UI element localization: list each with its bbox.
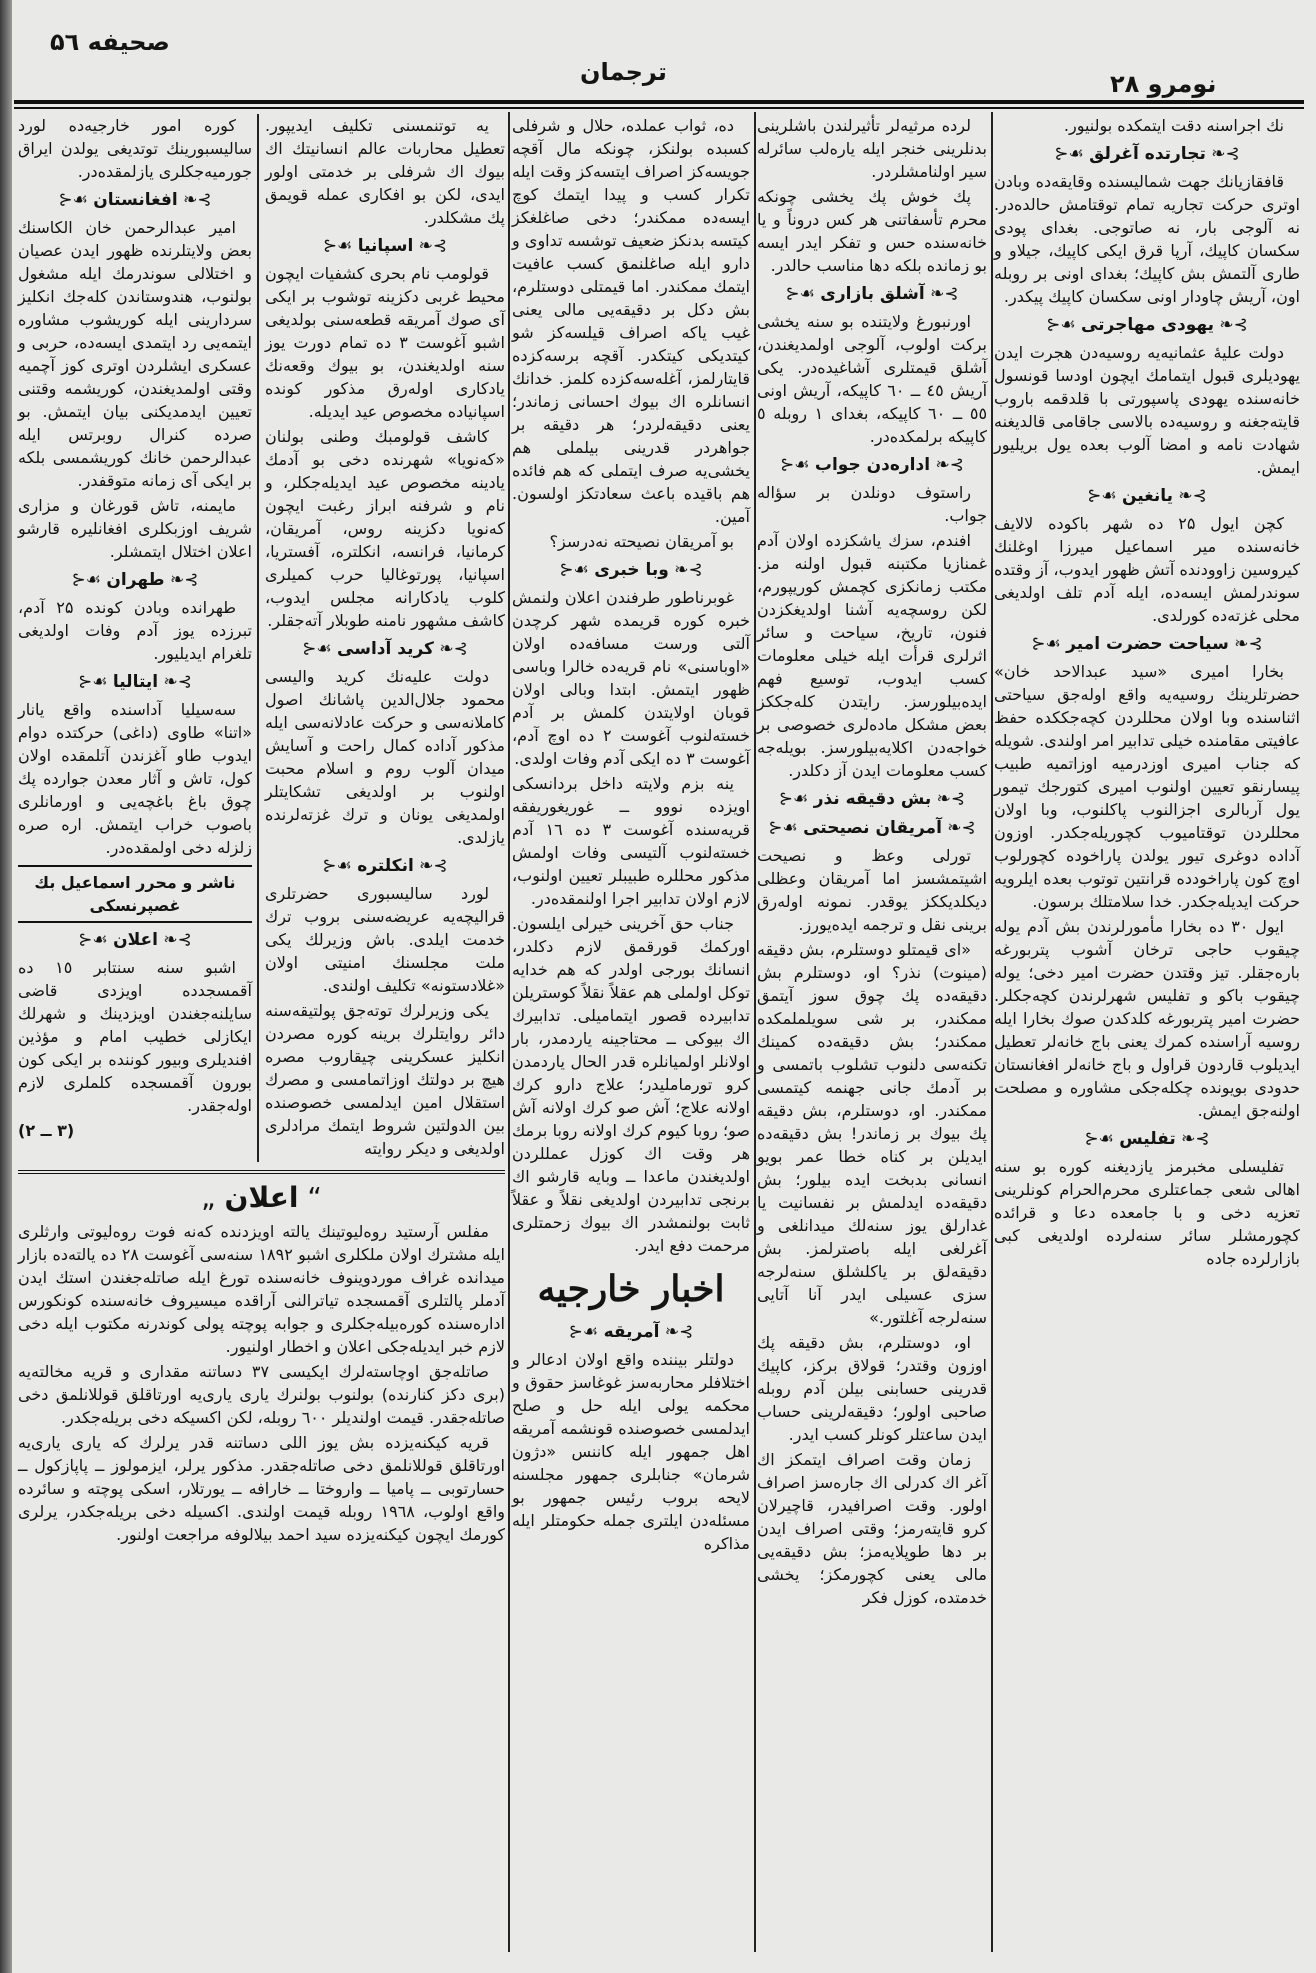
article-paragraph: کوره امور خارجیه‌ده لورد سالیسبورینك توتدیغی یولدن ایراق جورمیه‌جکلری یازلمقده‌در. [18, 116, 252, 181]
column-2 [757, 114, 987, 1611]
section-heading: ⊱❧ تجارتده آغرلق ☙⊰ [994, 143, 1300, 166]
advertisement [18, 1180, 505, 1546]
section-heading: ⊱❧ یهودی مهاجرتی ☙⊰ [994, 314, 1300, 337]
article-paragraph: بخارا امیری «سید عبدالاحد خان» حضرتلرینك روسیه‌یه واقع اوله‌جق سیاحتی اثناسنده وبا اولان محللردن کچه‌جککده حفظ عافیتی مقامنده خیلی تدابیر امر اولندی. شویله که جناب امیری اوزدرمیه اوزاتمیه طبیب پیسارنقو تعیین اولنوب امیری کتورجك تیمور یول آربالری اجزالنوب پاکلنوب، وبا اولان محللردن توقتامیوب کچوریله‌جکدر. اوزون آداده دوغری تیور یولدن پاراخوده کچورلوب اوچ کون پاراخودده قرانتین توتوب بعده ایلرویه حرکت ایدیله‌جکدر. خدا سلامتلك برسون. [994, 662, 1300, 911]
article-paragraph: راستوف دونلدن بر سؤاله جواب. [757, 483, 987, 525]
section-heading: ⊱❧ وبا خبری ☙⊰ [512, 559, 750, 582]
header-rule [14, 100, 1304, 104]
article-paragraph: یه توتنمسنی تکلیف ایدیپور. تعطیل محاربات عالم انسانیتك اك بیوك اك شرفلی بر خدمتی اولور ایدی، لکن بو افکاری عمله قویمق پك مشکلدر. [265, 116, 505, 227]
article-paragraph: دولتلر بیننده واقع اولان ادعالر و اختلافلر محاربه‌سز غوغاسز حقوق و محکمه یولی ایله حل و صلح ایدلمسی خصوصنده قونشمه آمریقه اهل جمهور ایله کاننس «دژون شرمان» جنابلری جمهور مجلسنه لایحه بروب رئیس جمهور بو مسئله‌دن ایلتری جمله حکومتلر ایله مذاکره [512, 1350, 750, 1553]
article-paragraph: افندم، سزك یاشکزده اولان آدم غمنازیا مکتبنه قبول اولنه مز. مکتب زمانکزی کچمش کوریپورم، لکن روسچه‌یه آشنا اولدیغکزدن فنون، تاریخ، سیاحت و سائر اثرلری قرأت ایله خیلی معلومات کسب ایدوب، توسیع فهم ایده‌بیلورسز. رایتدن کله‌جککز بعض مشکل ماده‌لری خصوصی بر خواجه‌دن اکلایه‌بیلورسز. بویله‌جه کسب معلومات ایدن آز دکلدر. [757, 531, 987, 780]
section-title: اخبار خارجیه [537, 1268, 725, 1310]
article-paragraph: کاشف قولومبك وطنی بولنان «کەنویا» شهرنده دخی بو آدمك یادینه مخصوص عید ایدیله‌جکلر، و نام و شرفنه ابراز رغبت ایچون کەنویا دکزینه روس، آمریقان، کرمانیا، فرانسه، انکلتره، آفستریا، اسپانیا، پورتوغالیا حرب کمیلری کلوب یادکارانه مجلس ایدوب، کاشف مشهور نامنه طوبلار آته‌جقلر. [265, 427, 505, 630]
section-heading: ⊱❧ اعلان ☙⊰ [18, 929, 252, 952]
article-paragraph: مایمنه، تاش قورغان و مزاری شریف اوزبکلری افغانلیره قارشو اعلان اختلال ایتمشلر. [18, 496, 252, 561]
left-columns [18, 114, 505, 1162]
article-paragraph: اورنبورغ ولایتنده بو سنه یخشی برکت اولوب، آلوجی اولمدیغندن، آشلق قیمتلری آشاغیده‌در. یکی آریش ٤٥ ــ ٦٠ کاپیکه، آریش اونی ٥٥ ــ ٦٠ کاپیکه، بغدای ۱ روبله ٥ کاپیکه برلمکده‌در. [757, 312, 988, 446]
article-paragraph: قافقازیانك جهت شمالیسنده وقایقه‌ده وبادن اوتری حرکت تجاریه تمام توقتامش حالده‌در. نه آلوجی بار، نه صاتوجی. بغدای پودی سکسان کاپیك، آرپا قرق ایکی کاپیك، جیلاو و طاری آلتمش بش کاپیك؛ بغدای اونی بر روبله اون، آریش چاودار اونی سکسان کاپیك پیکدر. [994, 172, 1300, 306]
section-heading: ⊱❧ طهران ☙⊰ [18, 569, 252, 592]
article-paragraph: زمان وقت اصراف ایتمکز اك آغر اك کدرلی اك جاره‌سز اصراف اولور. وقت اصرافیدر، قاچیرلان کرو قایتەرمز؛ وقتی اصراف ایدن بر دها طوپلایه‌مز؛ بش دقیقه‌یی مالی یعنی کچورمکز؛ یخشی خدمتده، کوزل فکر [757, 1450, 987, 1607]
article-paragraph: طهرانده وبادن کونده ۲۵ آدم، تبرزده یوز آدم وفات اولدیغی تلغرام ایدیلیور. [18, 598, 252, 663]
section-heading: ⊱❧ بش دقیقه نذر ☙⊰ [757, 788, 987, 811]
article-paragraph: (۳ ــ ۲) [18, 1121, 75, 1140]
section-heading: “ اعلان „ [18, 1180, 505, 1216]
column-1 [994, 114, 1300, 1272]
article-paragraph: مفلس آرستید روه‌لیوتینك یالته اویزدنده کەنه فوت روه‌لیوتی وارثلری ایله مشترك اولان ملکلری اشبو ۱۸۹۲ سنه‌سی آغوست ۲۸ ده یالته‌ده بازار میدانده غراف موردوینوف خانه‌سنده تورغ ایله صاتله‌جغندن استك ایدن آدملر پالتلری آقمسجده تیاترالنی آراقده میسیروف خانه‌سنده کونکورس اداره‌سنده کوره‌بیله‌جکلری و جوابه پوچته پولی کوندرنه مکتوب ایله دخی لازم خبر ایدیله‌جکی اعلان و اخطار اولنیور. [18, 1222, 506, 1356]
section-heading: ⊱❧ اسپانیا ☙⊰ [265, 235, 505, 258]
article-paragraph: صاتله‌جق اوچاسته‌لرك ایکیسی ۳۷ دساتنه مقداری و قریه مخالته‌یه (بری دکز کنارنده) بولنوب بولنرك یاری یاری‌یه اورتاقلق قوللانلمق دخی صاتله‌جقدر. قیمت اولندیلر ٦۰۰ روبله، لکن اکسیکه دخی بریله‌جکدر. [18, 1362, 505, 1427]
article-paragraph: ده، ثواب عملده، حلال و شرفلی کسبده بولنکز، چونکه مال آقچه جویسه‌کز اصراف ایتسه‌کز وقت ایله تکرار کسب و پیدا ایتمك کوچ ایسه‌ده ممکندر؛ دخی صاغلغکز کیتسه بدنکز ضعیف توشسه تداوی و دارو ایله صاغلنمق کسب عافیت ایتمك ممکندر. اما قیمتلی دوستلرم، بش دکل بر دقیقه‌یی مالی یعنی غیب یاکه اصراف قیلسه‌کز شو کیتدیکی کیتکدر. آقچه برسه‌کزده قایتارلمز، آغله‌سه‌کزده کلمز. خدانك انسانلره اك بیوك احسانی زماندر؛ یعنی دقیقه‌لردر؛ هر دقیقه بر جواهردر قدرینی بیلملی هم یخشی‌یه صرف ایتملی که هم فائده هم باقیده باعث سعادتکز اولسون. آمین. [512, 116, 750, 526]
article-paragraph: بو آمریقان نصیحته نه‌درسز؟ [549, 532, 734, 551]
article-paragraph: جناب حق آخرینی خیرلی ایلسون. اورکمك قورقمق لازم دکلدر، انسانك بورجی اولدر که هم خدایه توکل اولملی هم عقلاً نقلاً کوستریلن تدابیرده قصور ایتمامیلی. تدابیرك اك بیوکی ــ محتاجینه یاردمدر، بار اولانلر اولمیانلره قدر الحال یاردمدن کرو تورماملیدر؛ علاج دارو کرك اولانه علاج؛ آش صو کرك اولانه آش صو؛ روبا کیوم کرك اولانه روبا برمك هر وقت اك کوزل عمللردن اولدیغندن ماعدا ــ وبایه قارشو اك برنجی تدابیردن اولدیغی نقلاً و عقلاً ثابت بولنمشدر اك بیوك زحمتلری مرحمت دفع ایدر. [512, 914, 750, 1255]
column-divider [508, 112, 510, 1952]
column-divider [991, 112, 993, 1952]
article-paragraph: ایول ۳۰ ده بخارا مأمورلرندن بش آدم یوله چیقوب حاجی ترخان آشوب پتربورغه باره‌جقلر. تیز وقتدن حضرت امیر دخی؛ یوله چیقوب باکو و تفلیس شهرلرندن کچه‌جکلر. حضرت امیر پتربورغه کلدکدن صوك بخارا ایله روسیه آراسنده کمرك یعنی باج خانه‌لر تعطیل ایدیلوب قاردون قراول و باج خانه‌لر افغانستان حدودی بویونده چکله‌جکی مشاوره و مصلحت اولنه‌جق ایمش. [994, 917, 1300, 1120]
article-paragraph: دولت علیه‌نك کرید والیسی محمود جلال‌الدین پاشانك اصول کاملانه‌سی و حرکت عادلانه‌سی ایله مذکور آداده کمال راحت و آسایش میدان آلوب روم و اسلام محبت اولنوب بر اولدیغی تشکایتلر اولمدیغی یونان و ترك غزته‌لرنده یازلدی. [265, 667, 505, 847]
article-paragraph: سه‌سیلیا آداسنده واقع یانار «اتنا» طاوی (داغی) حرکتده دوام ایدوب طاو آغزندن آتلمقده اولان کول، تاش و آثار معدن جوارده پك چوق باغ باغچه‌یی و اورمانلری باصوب خراب ایتمش. اره صره زلزله دخی اولمقده‌در. [18, 700, 252, 857]
section-heading: ⊱❧ افغانستان ☙⊰ [18, 189, 252, 212]
section-heading: ⊱❧ یانغین ☙⊰ [994, 485, 1300, 508]
section-heading: ⊱❧ کرید آداسی ☙⊰ [265, 638, 505, 661]
newspaper-title: ترجمان [580, 58, 667, 86]
article-paragraph: کچن ایول ۲۵ ده شهر باکوده لالایف خانه‌سنده میر اسماعیل میرزا اوغلنك کیروسین زاوودنده آتش ظهور ایدوب، آز وقتده سوندرلمش ایسه‌ده، ایله آدم تلف اولدیغی محلی غزته‌ده کورلدی. [994, 514, 1300, 625]
article-paragraph: دولت علیهٔ عثمانیه‌یه روسیه‌دن هجرت ایدن یهودیلری قبول ایتمامك ایچون اودسا قونسول خانه‌سنده یهودی پاسپورتی با قلدقمه باروب قایته‌جغنه و روسیه‌ده بالاسی جاقامی قالدیغنه شهادت نامه و امضا آلوب بعده یول بریلیور ایمش. [994, 343, 1300, 477]
article-paragraph: غوبرناطور طرفندن اعلان ولنمش خبره کوره قریمده شهر کرچدن آلتی ورست مسافه‌ده اولان «اوباسنی» نام قریه‌ده خالرا وباسی ظهور ایتمش. ابتدا وبالی اولان قوبان اولایتدن کلمش بر آدم خسته‌لنوب آغوست ۲ ده اوچ آدم، آغوست ۳ ده ایکی آدم وفات اولدی. [512, 588, 751, 768]
section-heading: ⊱❧ تفلیس ☙⊰ [994, 1128, 1300, 1151]
page-number-label: صحیفه ۵٦ [50, 28, 170, 56]
article-paragraph: یکی وزیرلرك توته‌جق پولتیقه‌سنه دائر روایتلرك برینه کوره مصردن انکلیز عسکرینی چیقاروب مصره هیچ بر دولتك اوزاتمامسی و مصرك استقلال امین ایدلمسی خصوصنده بین الدولتین شروط ایتمك مرادلری اولدیغی و دیکر روایته [265, 1001, 505, 1158]
article-paragraph: لورد سالیسبوری حضرتلری قرالیچه‌یه عریضه‌سنی بروب ترك خدمت ایلدی. باش وزیرلك یکی ملت مجلسنك امنیتی اولان «غلادستونه» تکلیف اولندی. [265, 884, 505, 995]
column-divider [754, 112, 756, 1952]
publisher-line: ناشر و محرر اسماعیل بك غصپرنسکی [18, 865, 252, 923]
scan-edge [0, 0, 12, 1973]
advert-rule [18, 1170, 505, 1174]
article-paragraph: قریه کیکنه‌یزده بش یوز اللی دساتنه قدر یرلرك که یاری یاری‌یه اورتاقلق قوللانلمق دخی صاتله‌جقدر. مذکور یرلر، ایزمولوز ــ پاپازکول ــ حسارتوبی ــ پامیا ــ واروختا ــ خارافه ــ یورتلار، اسکی پوچته و سائرده واقع اولوب، ۱۹٦۸ روبله قیمت اولندی. اکسیله دخی بریله‌جکدر، یرلری کورمك ایچون کیکنه‌یزده سید احمد بیلالوفه مراجعت اولنور. [18, 1433, 505, 1544]
header-rule-thin [14, 107, 1304, 109]
column-3 [512, 114, 750, 1557]
section-heading: ⊱❧ انکلتره ☙⊰ [265, 855, 505, 878]
left-block [18, 114, 505, 1548]
section-heading: ⊱❧ آمریقه ☙⊰ [512, 1321, 750, 1344]
section-heading: ⊱❧ ایتالیا ☙⊰ [18, 671, 252, 694]
article-paragraph: تورلی وعظ و نصیحت اشیتمشسز اما آمریقان وعظلی دیکلدیککز یوقدر. نمونه اوله‌رق برینی نقل و ترجمه ایده‌یورز. [757, 846, 987, 934]
article-paragraph: او، دوستلرم، بش دقیقه پك اوزون وقتدر؛ قولاق برکز، کاپیك قدرینی حسابنی بیلن آدم روبله صاحبی اولور؛ دقیقه‌لرینی حساب ایدن ساعتلر کونلر کسب ایدر. [757, 1333, 987, 1444]
section-heading: ⊱❧ سیاحت حضرت امیر ☙⊰ [994, 633, 1300, 656]
article-paragraph: لرده مرثیه‌لر تأثیرلندن باشلرینی بدنلرینی خنجر ایله یاره‌لب سائرله سیر اولنامشلردر. [757, 116, 987, 181]
issue-number: نومرو ۲۸ [1110, 70, 1217, 98]
article-paragraph: ینه بزم ولایته داخل بردانسکی اویزده نووو ــ غوریغوریفقه قریه‌سنده آغوست ۳ ده ۱٦ آدم خسته‌لنوب آلتیسی وفات اولمش مذکور محللره طبیبلر تعیین اولنوب، لازم اولان تدابیر اجرا اولنمقده‌در. [512, 774, 750, 908]
section-heading: ⊱❧ آشلق بازاری ☙⊰ [757, 283, 987, 306]
article-paragraph: قولومب نام بحری کشفیات ایچون محیط غربی دکزینه توشوب بر ایکی آی صوك آمریقه قطعه‌سنی بولدیغی اشبو آغوست ۳ ده تمام دورت یوز سنه اولدیغندن، بو بیوك وقعه‌نك یادکاری اوله‌رق مذکور کونده اسپانیاده مخصوص عید ایدیله. [265, 264, 505, 421]
column-5 [18, 114, 252, 1162]
article-paragraph: تفلیسلی مخبرمز یازدیغنه کوره بو سنه اهالی شعی جماعتلری محرم‌الحرام کونلرینی تعزیه دخی و با جامعده دعا و قرائده کچورمشلر سائر سنه‌لرده اولدیغی کبی بازارلرده جاده [994, 1157, 1300, 1268]
article-paragraph: امیر عبدالرحمن خان الکاسنك بعض ولایتلرنده ظهور ایدن عصیان و اختلالی سوندرمك ایله مشغول بولنوب، هندوستاندن کله‌جك انکلیز سردارینی ایله کوریشوب مشاوره ایتمه‌یی رد ایتمدی ایسه‌ده، حربی و عسکری ایشلردن اوتری کوز آچمیه وقتی اولمدیغندن، کوریشمه وقتنی تعیین ایدمدیکنی بیان ایتمش. بو صرده کنرال روبرتس ایله عبدالرحمن خانك کوریشمسی بلکه بر ایکی آی زمانه متوقفدر. [18, 218, 252, 490]
section-heading: ⊱❧ اداره‌دن جواب ☙⊰ [757, 454, 987, 477]
article-paragraph: اشبو سنه سنتابر ١٥ ده آقمسجدده اویزدی قاضی سایلنه‌جغندن اویزدینك و شهرلك ایکازلی خطیب امام و مؤذین افندیلری وبیور کوننده بر ایکی کون بورون آقمسجده کلملری لازم اوله‌جقدر. [18, 958, 252, 1115]
article-paragraph: نك اجراسنه دقت ایتمکده بولنیور. [1063, 116, 1284, 135]
article-paragraph: پك خوش پك یخشی چونکه محرم تأسفاتنی هر کس دروناً و یا خانه‌سنده حس و تفکر ایدر ایسه بو زمانده بلکه دها مناسب حالدر. [757, 187, 987, 275]
column-4 [257, 114, 505, 1162]
article-paragraph: «ای قیمتلو دوستلرم، بش دقیقه (مینوت) نذر؟ او، دوستلرم بش دقیقه‌ده پك چوق سوز آیتمق ممکندر، بر شی سویلملمکده ممکندر؛ بش دقیقه‌ده کمینك تکنه‌سی دلنوب تشلوب باتمسی و بر آدمك جانی جهنمه کیتمسی ممکندر. او، دوستلرم، بش دقیقه پك بیوك بر زماندر! بش دقیقه‌ده ایدیلن بر کناه خطا عمر بویو انسانی بدبخت ایده بیلور؛ بش دقیقه‌ده ایدلمش بر نفسانیت یا غدارلق یوز سنه‌لك میدانلغی و آغرلغی ایله باصترلمز. بش دقیقه‌لق بر یاکلشلق سنه‌لرجه سزی عسیلی ایدر آنا آتایی سنه‌لرجه آغلتور.» [757, 940, 987, 1327]
section-heading: ⊱❧ آمریقان نصیحتی ☙⊰ [757, 817, 987, 840]
